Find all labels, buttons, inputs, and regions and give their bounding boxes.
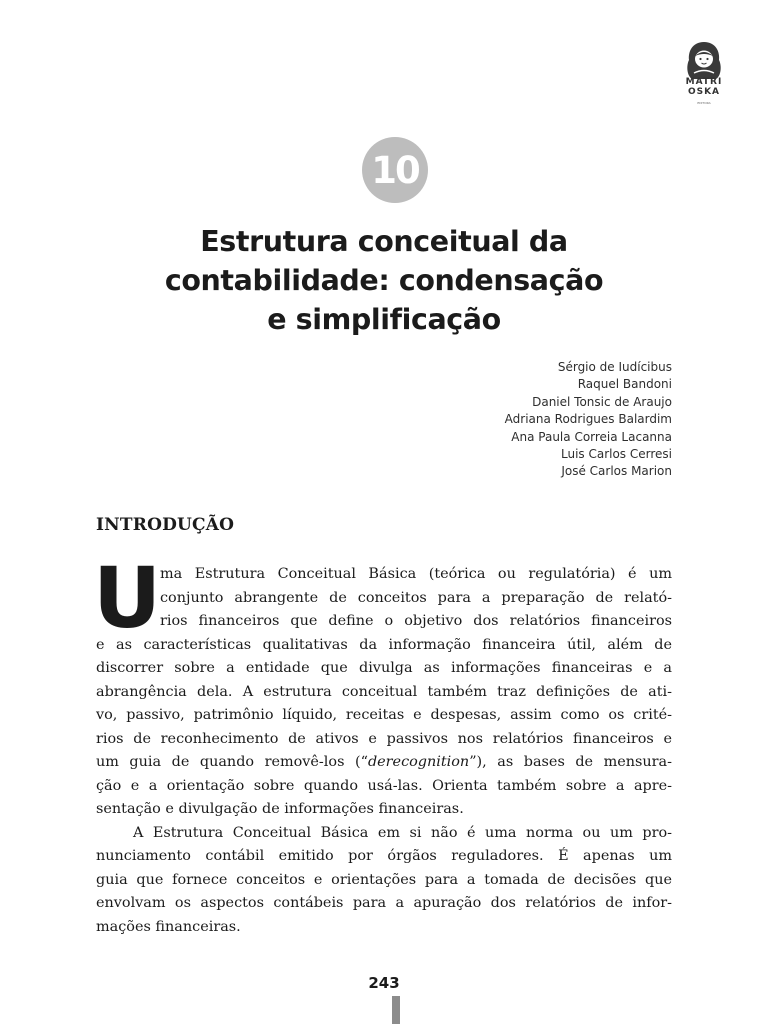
author-name: Adriana Rodrigues Balardim (504, 412, 672, 427)
page-marker-bar (392, 996, 400, 1024)
body-line: vo, passivo, patrimônio líquido, receitas e despesas, assim como os crité- (96, 707, 672, 723)
author-list (505, 359, 672, 481)
logo-text-line1: MATRI (685, 77, 723, 87)
text-run: ”), as bases de mensura- (469, 754, 672, 770)
body-line: guia que fornece conceitos e orientações para a tomada de decisões que (96, 871, 672, 888)
drop-cap: U (93, 549, 162, 647)
matryoshka-doll-icon (678, 40, 730, 80)
title-line: Estrutura conceitual da (200, 225, 568, 258)
body-line: mações financeiras. (96, 918, 241, 935)
chapter-badge (362, 137, 428, 203)
body-line: ma Estrutura Conceitual Básica (teórica ou regulatória) é um (160, 566, 672, 582)
title-line: contabilidade: condensação (164, 264, 604, 297)
author-name: José Carlos Marion (561, 464, 672, 479)
author-name: Daniel Tonsic de Araujo (532, 394, 672, 409)
page-number: 243 (368, 974, 400, 992)
body-line: discorrer sobre a entidade que divulga as informações financeiras e a (96, 660, 672, 676)
body-line: rios de reconhecimento de ativos e passivos nos relatórios financeiros e (96, 730, 672, 747)
italic-term: derecognition (367, 754, 470, 770)
body-line (96, 751, 672, 775)
body-line: conjunto abrangente de conceitos para a preparação de relató- (160, 589, 672, 606)
section-heading: INTRODUÇÃO (96, 515, 235, 535)
body-line: envolvam os aspectos contábeis para a apuração dos relatórios de infor- (96, 895, 672, 911)
title-line: e simplificação (267, 303, 501, 336)
logo-subtitle: EDITORA (697, 101, 711, 105)
chapter-number: 10 (371, 148, 419, 192)
author-name: Ana Paula Correia Lacanna (511, 429, 672, 444)
body-line: sentação e divulgação de informações financeiras. (96, 801, 464, 817)
body-line: abrangência dela. A estrutura conceitual também traz definições de ati- (96, 683, 672, 700)
text-run: um guia de quando removê-los (“ (96, 754, 368, 770)
body-line: ção e a orientação sobre quando usá-las. Orienta também sobre a apre- (96, 777, 672, 794)
author-name: Luis Carlos Cerresi (560, 447, 672, 462)
publisher-logo (678, 40, 730, 106)
body-line: A Estrutura Conceitual Básica em si não é uma norma ou um pro- (133, 824, 672, 841)
logo-text-line2: OSKA (687, 87, 721, 97)
body-line: nunciamento contábil emitido por órgãos reguladores. É apenas um (96, 848, 672, 864)
body-line: rios financeiros que define o objetivo dos relatórios financeiros (160, 613, 672, 629)
chapter-title (90, 222, 678, 339)
author-name: Raquel Bandoni (577, 377, 672, 392)
author-name: Sérgio de Iudícibus (557, 360, 672, 374)
body-line: e as características qualitativas da informação financeira útil, além de (96, 636, 672, 653)
